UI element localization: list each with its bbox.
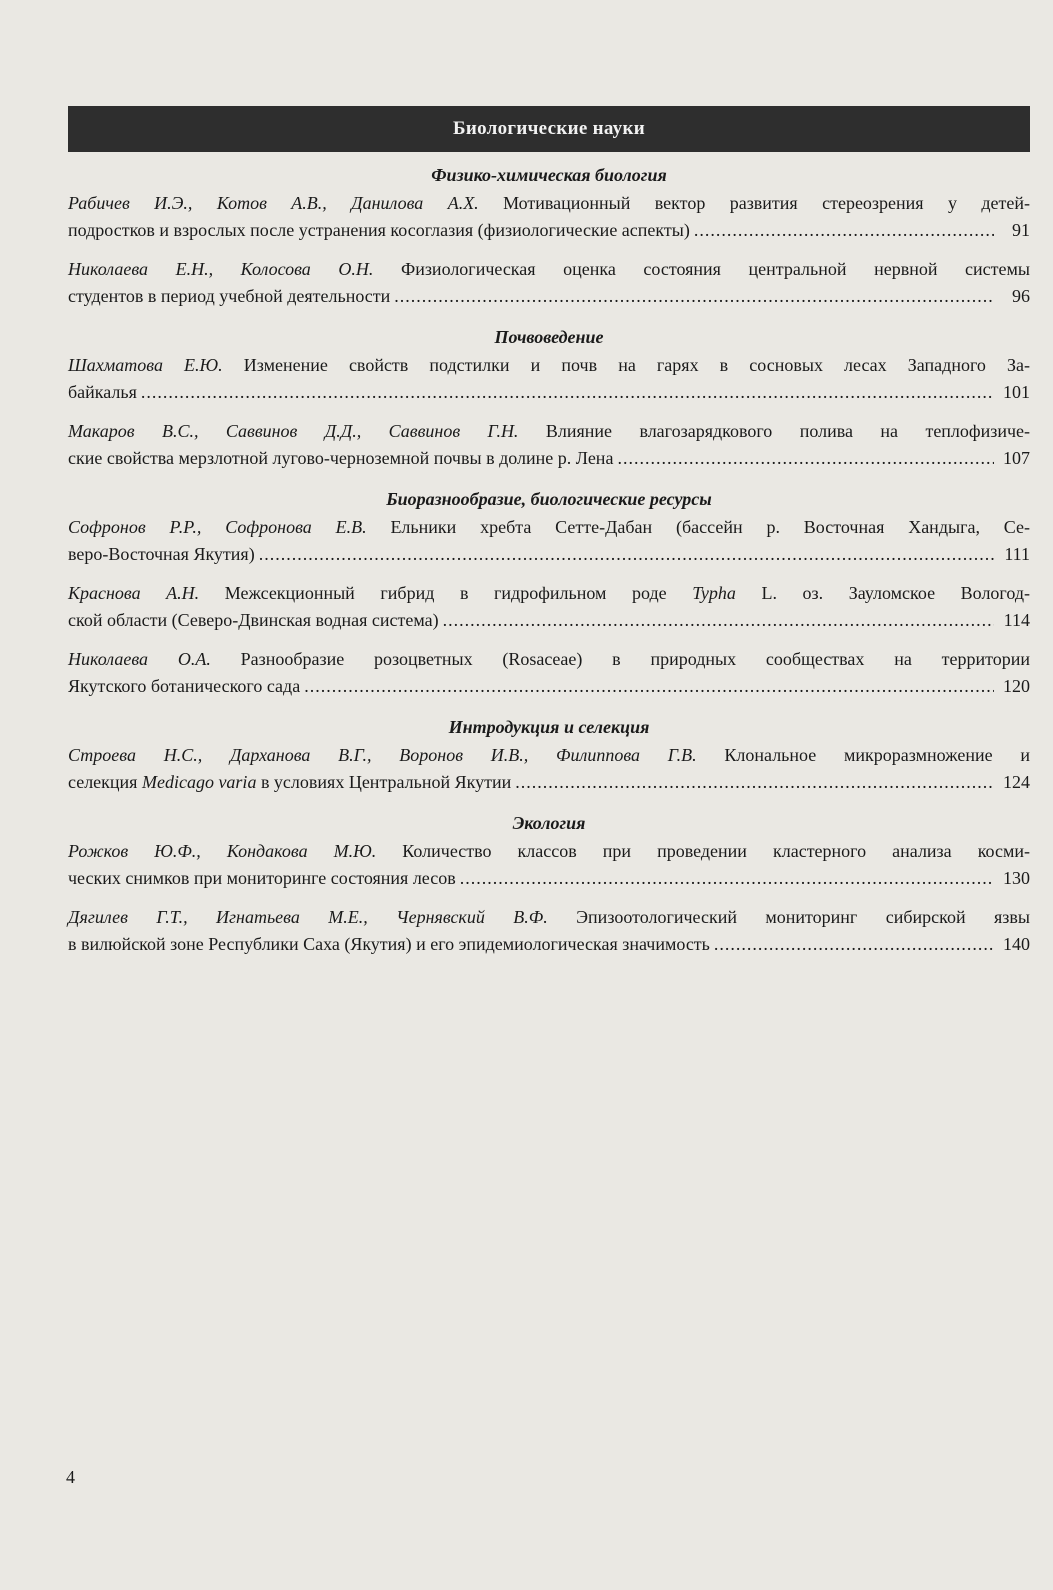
entry-authors: Николаева О.А.	[68, 649, 211, 669]
header-title: Биологические науки	[453, 118, 645, 139]
toc-entry[interactable]	[68, 742, 1030, 796]
entry-title-cont: ческих снимков при мониторинге состояния лесов	[68, 868, 456, 888]
section-title: Почвоведение	[494, 327, 604, 347]
entry-title-cont: подростков и взрослых после устранения косоглазия (физиологические аспекты)	[68, 220, 690, 240]
toc-entry[interactable]	[68, 514, 1030, 568]
page-number: 4	[66, 1467, 75, 1487]
entry-title-cont: байкалья	[68, 382, 137, 402]
entry-title: Эпизоотологический мониторинг сибирской язвы	[547, 907, 1030, 927]
toc-entry[interactable]	[68, 352, 1030, 406]
entry-page: 91	[1012, 220, 1030, 240]
dot-leader	[304, 673, 994, 700]
entry-page: 114	[1003, 610, 1030, 630]
entry-title: Межсекционный гибрид в гидрофильном роде	[199, 583, 693, 603]
entry-authors: Макаров В.С., Саввинов Д.Д., Саввинов Г.Н.	[68, 421, 519, 441]
entry-title-cont: Якутского ботанического сада	[68, 676, 301, 696]
section-title: Интродукция и селекция	[448, 717, 650, 737]
entry-title: Физиологическая оценка состояния центральной нервной системы	[373, 259, 1030, 279]
entry-page: 101	[1003, 382, 1030, 402]
entry-title: L. оз. Зауломское Вологод-	[735, 583, 1030, 603]
entry-title: Изменение свойств подстилки и почв на гарях в сосновых лесах Западного За-	[222, 355, 1030, 375]
section-title: Физико-химическая биология	[431, 165, 667, 185]
entry-title-cont: ской области (Северо-Двинская водная система)	[68, 610, 439, 630]
entry-page: 140	[1003, 934, 1030, 954]
entry-page: 124	[1003, 772, 1030, 792]
toc-entry[interactable]	[68, 190, 1030, 244]
dot-leader	[460, 865, 994, 892]
entry-page: 130	[1003, 868, 1030, 888]
toc-entry[interactable]	[68, 256, 1030, 310]
dot-leader	[515, 769, 994, 796]
entry-page: 120	[1003, 676, 1030, 696]
entry-page: 107	[1003, 448, 1030, 468]
section-title: Биоразнообразие, биологические ресурсы	[386, 489, 712, 509]
entry-authors: Дягилев Г.Т., Игнатьева М.Е., Чернявский В.Ф.	[68, 907, 548, 927]
dot-leader	[694, 217, 994, 244]
toc-entry[interactable]	[68, 580, 1030, 634]
dot-leader	[259, 541, 994, 568]
toc-entry[interactable]	[68, 838, 1030, 892]
entry-title: Ельники хребта Сетте-Дабан (бассейн р. Восточная Хандыга, Се-	[366, 517, 1030, 537]
entry-title: Влияние влагозарядкового полива на теплофизиче-	[518, 421, 1030, 441]
table-of-contents	[68, 160, 1030, 970]
entry-authors: Строева Н.С., Дарханова В.Г., Воронов И.В., Филиппова Г.В.	[68, 745, 697, 765]
entry-authors: Софронов Р.Р., Софронова Е.В.	[68, 517, 367, 537]
dot-leader	[714, 931, 994, 958]
entry-title: Клональное микроразмножение и	[696, 745, 1030, 765]
entry-title-cont: в вилюйской зоне Республики Саха (Якутия) и его эпидемиологическая значимость	[68, 934, 710, 954]
toc-entry[interactable]	[68, 904, 1030, 958]
entry-title-cont: веро-Восточная Якутия)	[68, 544, 255, 564]
entry-page: 96	[1012, 286, 1030, 306]
entry-authors: Рожков Ю.Ф., Кондакова М.Ю.	[68, 841, 377, 861]
entry-title: Разнообразие розоцветных (Rosaceae) в природных сообществах на территории	[210, 649, 1031, 669]
entry-title: Мотивационный вектор развития стереозрения у детей-	[478, 193, 1030, 213]
dot-leader	[394, 283, 994, 310]
entry-authors: Рабичев И.Э., Котов А.В., Данилова А.Х.	[68, 193, 479, 213]
entry-authors: Краснова А.Н.	[68, 583, 200, 603]
entry-authors: Николаева Е.Н., Колосова О.Н.	[68, 259, 374, 279]
toc-entry[interactable]	[68, 418, 1030, 472]
entry-title-italic: Medicago varia	[141, 772, 257, 792]
section-header-bar	[68, 106, 1030, 152]
entry-title-cont: ские свойства мерзлотной лугово-черноземной почвы в долине р. Лена	[68, 448, 614, 468]
entry-page: 111	[1004, 544, 1030, 564]
dot-leader	[617, 445, 994, 472]
entry-title-italic: Typha	[692, 583, 736, 603]
entry-title-cont: селекция Medicago varia в условиях Центральной Якутии	[68, 772, 512, 792]
toc-entry[interactable]	[68, 646, 1030, 700]
entry-title: Количество классов при проведении кластерного анализа косми-	[376, 841, 1030, 861]
dot-leader	[443, 607, 994, 634]
entry-authors: Шахматова Е.Ю.	[68, 355, 223, 375]
entry-title-cont: студентов в период учебной деятельности	[68, 286, 391, 306]
dot-leader	[141, 379, 994, 406]
section-title: Экология	[512, 813, 586, 833]
